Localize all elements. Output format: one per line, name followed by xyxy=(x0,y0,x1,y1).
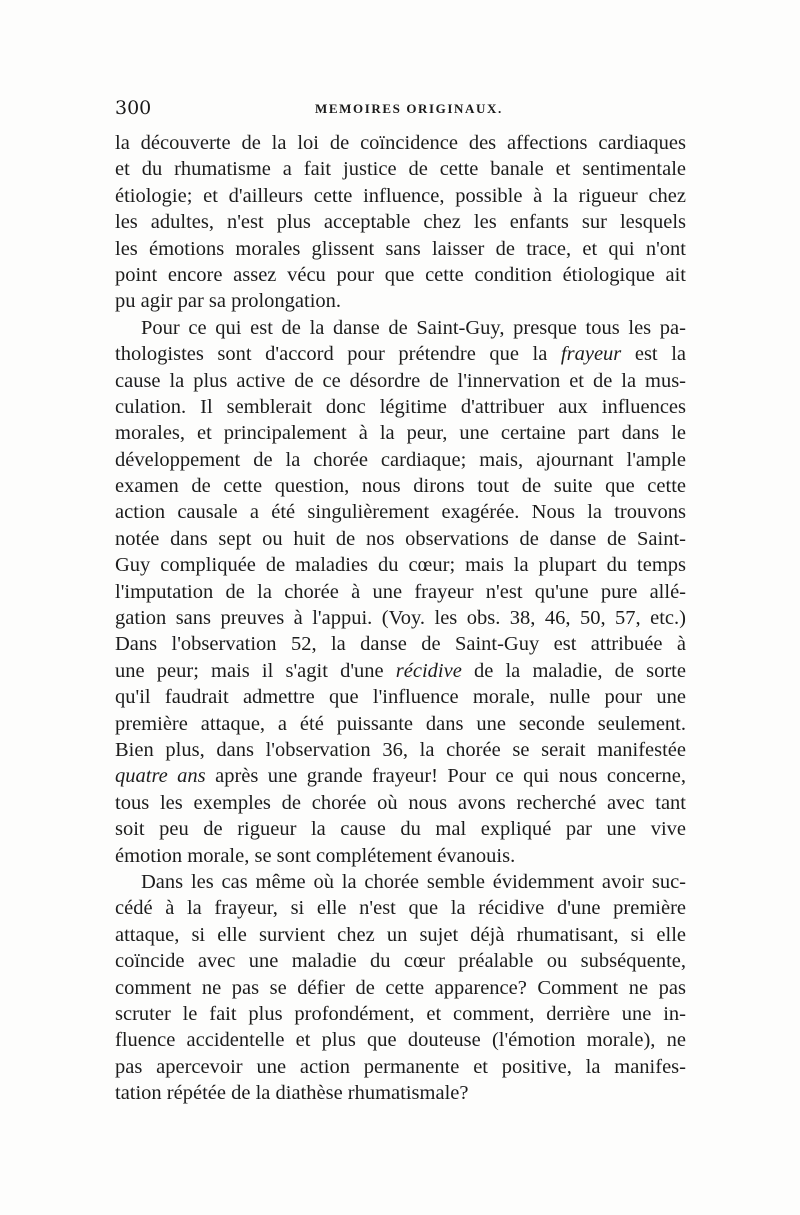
text-run: action causale a été singulièrement exagérée. Nous la trouvons xyxy=(115,501,686,524)
paragraph xyxy=(115,130,686,315)
text-run: pu agir par sa prolongation. xyxy=(115,290,342,313)
text-line xyxy=(115,499,686,525)
text-run: Dans l'observation 52, la danse de Saint-Guy est attribuée à xyxy=(115,633,686,656)
text-line xyxy=(115,315,686,341)
text-line xyxy=(115,1080,686,1106)
text-run: examen de cette question, nous dirons tout de suite que cette xyxy=(115,475,686,498)
body-text xyxy=(115,130,686,1106)
text-line xyxy=(115,1027,686,1053)
text-run: soit peu de rigueur la cause du mal expliqué par une vive xyxy=(115,818,686,841)
text-line xyxy=(115,605,686,631)
text-run: première attaque, a été puissante dans une seconde seulement. xyxy=(115,712,686,735)
text-run: après une grande frayeur! Pour ce qui nous concerne, xyxy=(205,765,687,788)
text-run: de la maladie, de sorte xyxy=(461,659,686,682)
text-run: morales, et principalement à la peur, une certaine part dans le xyxy=(115,422,686,445)
text-run: tation répétée de la diathèse rhumatismale? xyxy=(115,1082,469,1105)
text-run: pas apercevoir une action permanente et positive, la manifes- xyxy=(115,1055,686,1078)
text-line xyxy=(115,579,686,605)
text-line xyxy=(115,816,686,842)
text-line xyxy=(115,368,686,394)
text-run: Guy compliquée de maladies du cœur; mais la plupart du temps xyxy=(115,554,686,577)
text-run: l'imputation de la chorée à une frayeur n'est qu'une pure allé- xyxy=(115,580,686,603)
text-line xyxy=(115,711,686,737)
italic-phrase: quatre ans xyxy=(115,765,206,788)
text-run: gation sans preuves à l'appui. (Voy. les obs. 38, 46, 50, 57, etc.) xyxy=(115,607,686,630)
text-run: Pour ce qui est de la danse de Saint-Guy, presque tous les pa- xyxy=(141,316,686,339)
text-run: qu'il faudrait admettre que l'influence morale, nulle pour une xyxy=(115,686,686,709)
text-line xyxy=(115,1001,686,1027)
text-run: fluence accidentelle et plus que douteuse (l'émotion morale), ne xyxy=(115,1029,686,1052)
running-title: MEMOIRES ORIGINAUX. xyxy=(315,101,503,116)
paragraph xyxy=(115,869,686,1107)
text-line xyxy=(115,869,686,895)
text-line xyxy=(115,843,686,869)
text-run: notée dans sept ou huit de nos observations de danse de Saint- xyxy=(115,527,686,550)
italic-phrase: frayeur xyxy=(560,343,622,366)
text-run: scruter le fait plus profondément, et comment, derrière une in- xyxy=(115,1002,686,1025)
text-run: et du rhumatisme a fait justice de cette banale et sentimentale xyxy=(115,158,686,181)
text-line xyxy=(115,420,686,446)
text-line xyxy=(115,975,686,1001)
text-line xyxy=(115,473,686,499)
text-run: culation. Il semblerait donc légitime d'attribuer aux influences xyxy=(115,395,686,418)
text-run: étiologie; et d'ailleurs cette influence, possible à la rigueur chez xyxy=(115,184,686,207)
text-line xyxy=(115,1054,686,1080)
text-run: est la xyxy=(621,343,686,366)
italic-phrase: récidive xyxy=(395,659,462,682)
text-run: émotion morale, se sont complétement évanouis. xyxy=(115,844,516,867)
text-line xyxy=(115,763,686,789)
paragraph xyxy=(115,315,686,869)
text-line xyxy=(115,631,686,657)
text-line xyxy=(115,209,686,235)
text-run: cause la plus active de ce désordre de l'innervation et de la mus- xyxy=(115,369,686,392)
text-line xyxy=(115,922,686,948)
text-line xyxy=(115,790,686,816)
text-run: Dans les cas même où la chorée semble évidemment avoir suc- xyxy=(141,870,686,893)
running-head xyxy=(115,96,690,120)
text-line xyxy=(115,130,686,156)
text-run: tous les exemples de chorée où nous avons recherché avec tant xyxy=(115,791,686,814)
text-run: la découverte de la loi de coïncidence des affections cardiaques xyxy=(115,132,686,154)
text-line xyxy=(115,236,686,262)
text-run: point encore assez vécu pour que cette condition étiologique ait xyxy=(115,263,686,286)
text-run: thologistes sont d'accord pour prétendre que la xyxy=(115,343,561,366)
text-line xyxy=(115,895,686,921)
text-line xyxy=(115,262,686,288)
text-line xyxy=(115,658,686,684)
text-run: coïncide avec une maladie du cœur préalable ou subséquente, xyxy=(115,950,686,973)
text-line xyxy=(115,394,686,420)
text-run: développement de la chorée cardiaque; mais, ajournant l'ample xyxy=(115,448,686,471)
text-run: une peur; mais il s'agit d'une xyxy=(115,659,396,682)
text-line xyxy=(115,341,686,367)
text-run: Bien plus, dans l'observation 36, la chorée se serait manifestée xyxy=(115,738,686,761)
page-number: 300 xyxy=(115,97,152,119)
text-line xyxy=(115,288,686,314)
text-run: les émotions morales glissent sans laisser de trace, et qui n'ont xyxy=(115,237,686,260)
text-run: comment ne pas se défier de cette apparence? Comment ne pas xyxy=(115,976,686,999)
text-line xyxy=(115,526,686,552)
text-run: attaque, si elle survient chez un sujet déjà rhumatisant, si elle xyxy=(115,923,686,946)
text-line xyxy=(115,552,686,578)
text-line xyxy=(115,684,686,710)
text-line xyxy=(115,737,686,763)
text-run: cédé à la frayeur, si elle n'est que la récidive d'une première xyxy=(115,897,686,920)
text-line xyxy=(115,156,686,182)
text-run: les adultes, n'est plus acceptable chez les enfants sur lesquels xyxy=(115,211,686,234)
text-line xyxy=(115,948,686,974)
text-line xyxy=(115,447,686,473)
text-line xyxy=(115,183,686,209)
